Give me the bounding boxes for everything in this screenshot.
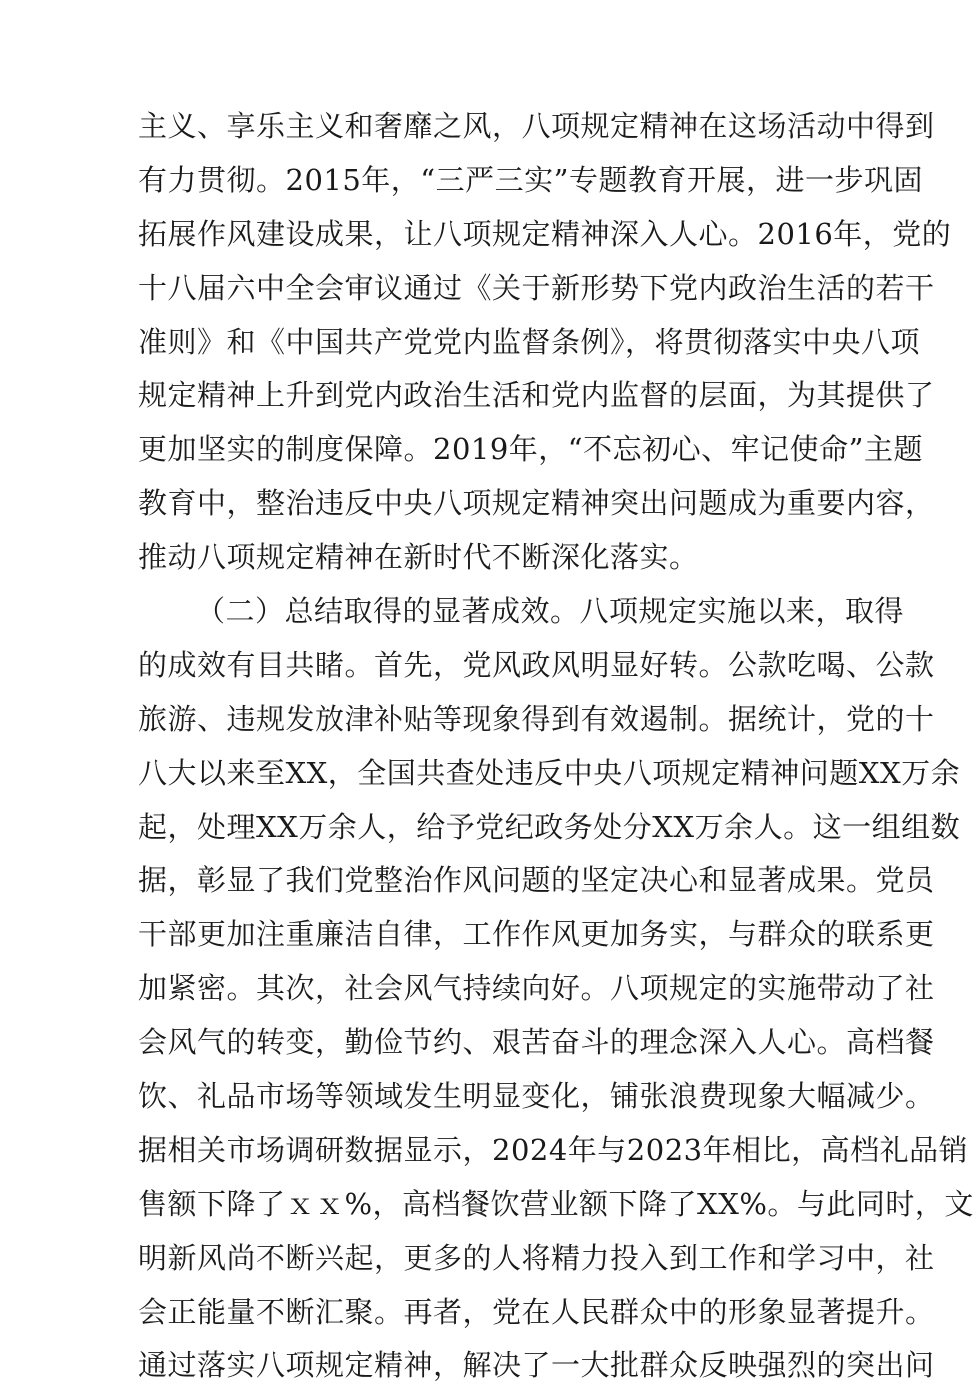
text-line: 通过落实八项规定精神，解决了一大批群众反映强烈的突出问 [138,1348,935,1383]
text-line: 饮、礼品市场等领域发生明显变化，铺张浪费现象大幅减少。 [138,1079,935,1114]
text-line: 的成效有目共睹。首先，党风政风明显好转。公款吃喝、公款 [138,647,935,682]
text-line: 主义、享乐主义和奢靡之风，八项规定精神在这场活动中得到 [138,109,935,143]
text-line: 八大以来至XX，全国共查处违反中央八项规定精神问题XX万余 [138,755,961,790]
paragraph-end-line: 推动八项规定精神在新时代不断深化落实。 [138,540,699,575]
body-text [138,100,974,1393]
text-line: 明新风尚不断兴起，更多的人将精力投入到工作和学习中，社 [138,1240,935,1275]
text-line: 旅游、违规发放津补贴等现象得到有效遏制。据统计，党的十 [138,701,935,736]
text-line: 规定精神上升到党内政治生活和党内监督的层面，为其提供了 [138,378,935,413]
text-line: 有力贯彻。2015年，“三严三实”专题教育开展，进一步巩固 [138,162,923,197]
section-heading-line: （二）总结取得的显著成效。八项规定实施以来，取得 [196,594,905,629]
text-line: 十八届六中全会审议通过《关于新形势下党内政治生活的若干 [138,270,935,305]
text-line: 教育中，整治违反中央八项规定精神突出问题成为重要内容， [138,486,935,521]
text-line: 准则》和《中国共产党党内监督条例》，将贯彻落实中央八项 [138,324,921,359]
text-line: 加紧密。其次，社会风气持续向好。八项规定的实施带动了社 [138,971,935,1006]
text-line: 干部更加注重廉洁自律，工作作风更加务实，与群众的联系更 [138,917,935,952]
text-line: 据相关市场调研数据显示，2024年与2023年相比，高档礼品销 [138,1132,969,1167]
text-line: 拓展作风建设成果，让八项规定精神深入人心。2016年，党的 [138,216,952,251]
text-line: 起，处理XX万余人，给予党纪政务处分XX万余人。这一组组数 [138,809,961,844]
text-line: 据，彰显了我们党整治作风问题的坚定决心和显著成果。党员 [138,863,935,898]
text-line: 售额下降了ｘｘ%，高档餐饮营业额下降了XX%。与此同时，文 [138,1186,974,1221]
text-line: 会风气的转变，勤俭节约、艰苦奋斗的理念深入人心。高档餐 [138,1025,935,1060]
text-line: 会正能量不断汇聚。再者，党在人民群众中的形象显著提升。 [138,1294,935,1329]
text-line: 更加坚实的制度保障。2019年，“不忘初心、牢记使命”主题 [138,432,923,467]
